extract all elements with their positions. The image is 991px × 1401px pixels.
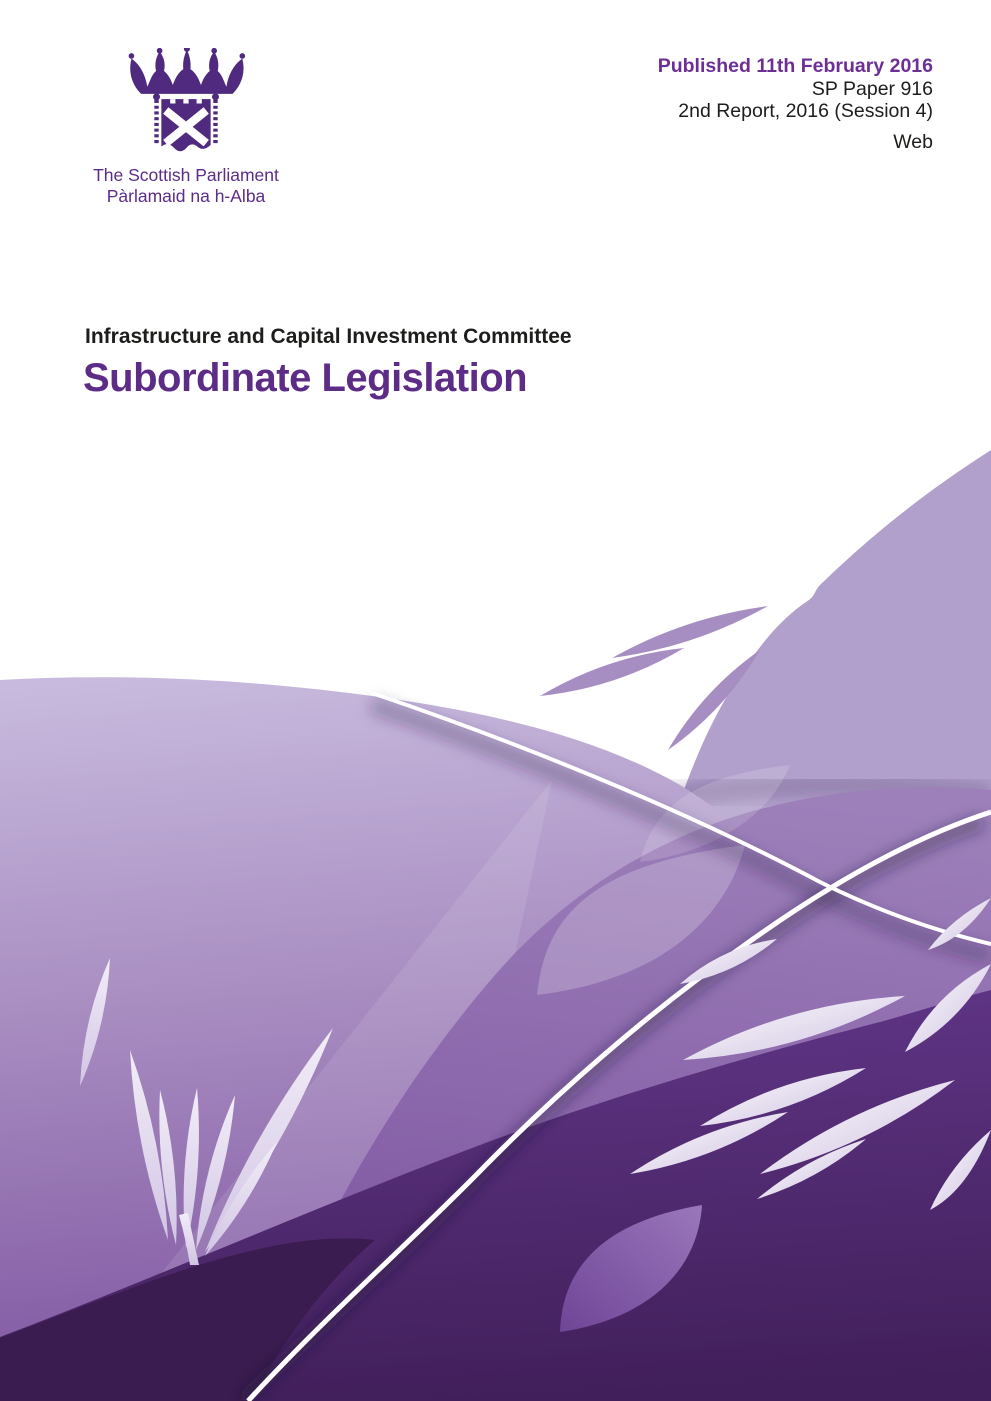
scottish-parliament-emblem-icon (120, 48, 252, 159)
publication-meta (658, 55, 933, 153)
cover-artwork (0, 450, 991, 1401)
page-title: Subordinate Legislation (83, 356, 528, 400)
parliament-logo (68, 48, 304, 208)
paper-number: SP Paper 916 (811, 77, 933, 100)
published-date: Published 11th February 2016 (657, 55, 933, 77)
logo-name-gaelic: Pàrlamaid na h-Alba (106, 186, 266, 207)
logo-name-english: The Scottish Parliament (93, 165, 279, 185)
report-number: 2nd Report, 2016 (Session 4) (678, 100, 933, 122)
publication-format: Web (893, 130, 933, 153)
committee-name: Infrastructure and Capital Investment Committee (85, 325, 572, 348)
